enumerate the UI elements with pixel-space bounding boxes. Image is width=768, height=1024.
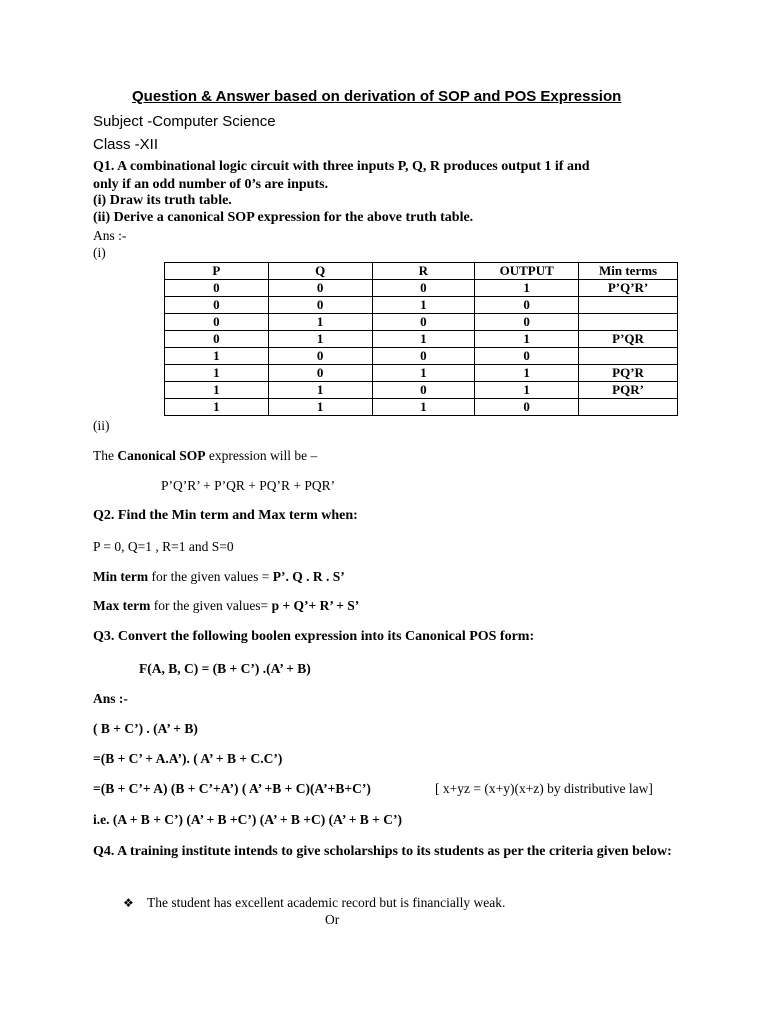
max-term-label: Max term: [93, 598, 151, 613]
q3-function: F(A, B, C) = (B + C’) .(A’ + B): [139, 661, 311, 676]
cell-minterm: [579, 399, 678, 416]
table-row: [165, 399, 678, 416]
cell-output: 1: [475, 365, 579, 382]
cell-q: 1: [268, 382, 372, 399]
cell-q: 0: [268, 297, 372, 314]
cell-output: 1: [475, 331, 579, 348]
cell-p: 1: [165, 365, 269, 382]
cell-q: 1: [268, 331, 372, 348]
table-row: [165, 297, 678, 314]
q3-ans-label: Ans :-: [93, 691, 128, 706]
cell-minterm: P’QR: [579, 331, 678, 348]
q2-values: P = 0, Q=1 , R=1 and S=0: [93, 539, 234, 554]
cell-p: 0: [165, 280, 269, 297]
sop-intro: [93, 448, 317, 464]
table-row: [165, 365, 678, 382]
q4-or: Or: [325, 912, 340, 927]
q1-line1: Q1. A combinational logic circuit with three inputs P, Q, R produces output 1 if and: [93, 159, 590, 174]
table-row: [165, 280, 678, 297]
table-row: [165, 314, 678, 331]
min-term-text: for the given values =: [148, 569, 273, 584]
cell-minterm: PQ’R: [579, 365, 678, 382]
truth-table-header-row: [165, 263, 678, 280]
cell-r: 0: [372, 280, 475, 297]
cell-minterm: [579, 297, 678, 314]
table-row: [165, 348, 678, 365]
table-row: [165, 331, 678, 348]
q3-result: i.e. (A + B + C’) (A’ + B +C’) (A’ + B +C) (A’ + B + C’): [93, 812, 402, 827]
q1-part1: (i) Draw its truth table.: [93, 193, 232, 208]
cell-output: 0: [475, 399, 579, 416]
q4-bullet1-text: The student has excellent academic record but is financially weak.: [147, 895, 506, 910]
truth-table: [164, 262, 678, 416]
cell-r: 1: [372, 297, 475, 314]
header-min-terms: Min terms: [579, 263, 678, 280]
cell-q: 0: [268, 365, 372, 382]
cell-q: 0: [268, 348, 372, 365]
header-r: R: [372, 263, 475, 280]
subject-line: Subject -Computer Science: [93, 113, 276, 130]
cell-p: 0: [165, 331, 269, 348]
cell-output: 1: [475, 280, 579, 297]
q1-ii-label: (ii): [93, 418, 110, 433]
page-title: Question & Answer based on derivation of SOP and POS Expression: [132, 88, 622, 105]
sop-prefix: The: [93, 448, 118, 463]
cell-minterm: P’Q’R’: [579, 280, 678, 297]
header-q: Q: [268, 263, 372, 280]
diamond-bullet-icon: ❖: [123, 896, 134, 910]
cell-q: 1: [268, 399, 372, 416]
cell-minterm: [579, 314, 678, 331]
sop-expression: P’Q’R’ + P’QR + PQ’R + PQR’: [161, 478, 336, 493]
q3-law-note: [ x+yz = (x+y)(x+z) by distributive law]: [435, 781, 653, 796]
header-p: P: [165, 263, 269, 280]
cell-output: 0: [475, 297, 579, 314]
q2-heading: Q2. Find the Min term and Max term when:: [93, 508, 358, 523]
q1-part2: (ii) Derive a canonical SOP expression for the above truth table.: [93, 210, 474, 225]
q1-i-label: (i): [93, 245, 106, 260]
max-term-text: for the given values=: [150, 598, 272, 613]
q3-step3: =(B + C’+ A) (B + C’+A’) ( A’ +B + C)(A’+B+C’): [93, 781, 371, 796]
cell-r: 1: [372, 365, 475, 382]
q1-ans-label: Ans :-: [93, 228, 127, 243]
cell-minterm: [579, 348, 678, 365]
q3-step1: ( B + C’) . (A’ + B): [93, 721, 198, 736]
cell-minterm: PQR’: [579, 382, 678, 399]
cell-r: 0: [372, 314, 475, 331]
header-output: OUTPUT: [475, 263, 579, 280]
cell-r: 0: [372, 382, 475, 399]
q3-heading: Q3. Convert the following boolen expression into its Canonical POS form:: [93, 629, 535, 644]
q2-max-term: [93, 598, 359, 614]
cell-r: 1: [372, 399, 475, 416]
table-row: [165, 382, 678, 399]
cell-output: 0: [475, 348, 579, 365]
min-term-expr: P’. Q . R . S’: [272, 569, 345, 584]
q4-heading: Q4. A training institute intends to give scholarships to its students as per the criteria given below:: [93, 844, 672, 859]
sop-suffix: expression will be –: [205, 448, 318, 463]
q4-bullet-item: [123, 895, 505, 911]
cell-p: 1: [165, 348, 269, 365]
cell-p: 0: [165, 297, 269, 314]
q2-min-term: [93, 569, 345, 585]
class-line: Class -XII: [93, 136, 159, 153]
q3-step2: =(B + C’ + A.A’). ( A’ + B + C.C’): [93, 751, 283, 766]
cell-r: 0: [372, 348, 475, 365]
max-term-expr: p + Q’+ R’ + S’: [271, 598, 360, 613]
sop-bold: Canonical SOP: [117, 448, 206, 463]
min-term-label: Min term: [93, 569, 149, 584]
cell-q: 0: [268, 280, 372, 297]
cell-q: 1: [268, 314, 372, 331]
cell-r: 1: [372, 331, 475, 348]
cell-output: 1: [475, 382, 579, 399]
cell-p: 1: [165, 382, 269, 399]
cell-output: 0: [475, 314, 579, 331]
q1-line2: only if an odd number of 0’s are inputs.: [93, 177, 329, 192]
cell-p: 0: [165, 314, 269, 331]
cell-p: 1: [165, 399, 269, 416]
